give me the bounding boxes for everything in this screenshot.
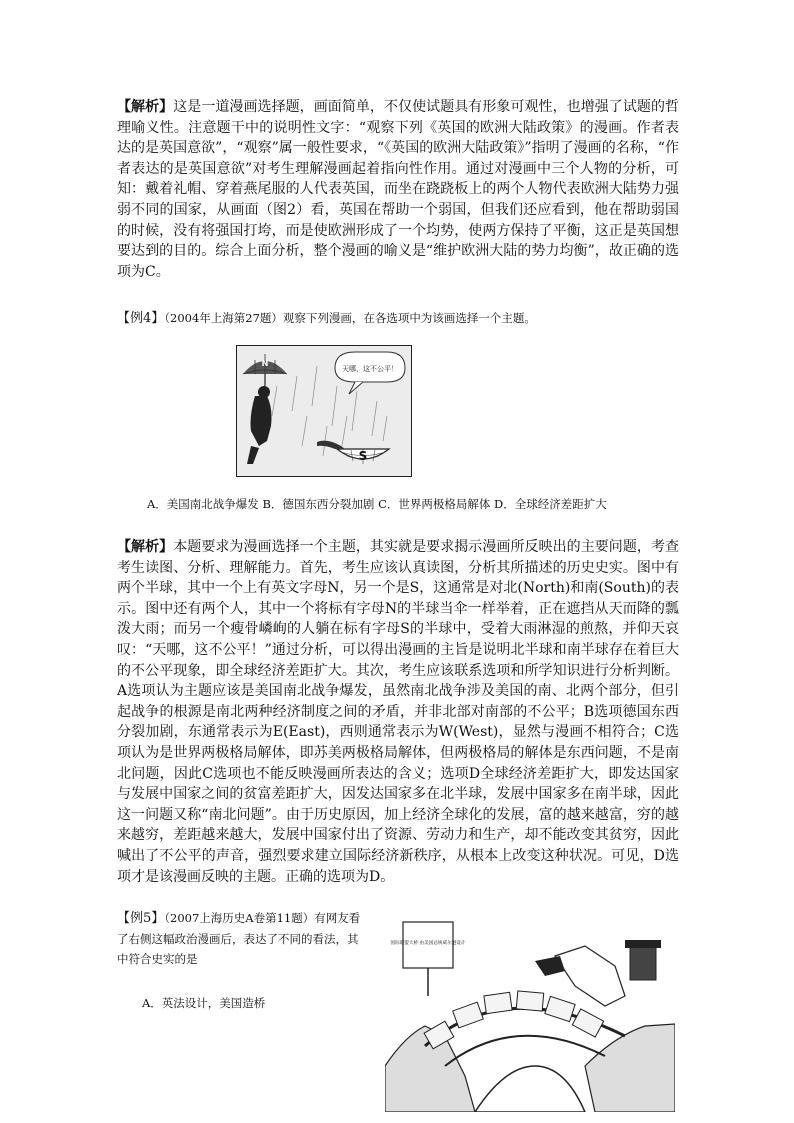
analysis-text: 这是一道漫画选择题，画面简单，不仅使试题具有形象可观性，也增强了试题的哲理喻义性。注意题干中的说明性文字：“观察下列《英国的欧洲大陆政策》的漫画。作者表达的是英国意欲”，“观察”属一般性要求，“《英国的欧洲大陆政策》”指明了漫画的名称，“作者表达的是英国意欲”对考生理解漫画起着指向性作用。通过对漫画中三个人物的分析，可知：戴着礼帽、穿着燕尾服的人代表英国，而坐在跷跷板上的两个人物代表欧洲大陆势力强弱不同的国家，从画面（图2）看，英国在帮助一个弱国，但我们还应看到，他在帮助弱国的时候，没有将强国打垮，而是使欧洲形成了一个均势，使两方保持了平衡，这正是英国想要达到的目的。综合上面分析，整个漫画的喻义是“维护欧洲大陆的势力均衡”，故正确的选项为C。: [117, 99, 680, 280]
south-letter: S: [358, 449, 368, 463]
cartoon-sign: 国际联盟大桥 由美国总统威尔逊设计: [390, 941, 466, 946]
analysis-text: 本题要求为漫画选择一个主题，其实就是要求揭示漫画所反映出的主要问题，考查考生读图、分析、理解能力。首先，考生应该认真读图，分析其所描述的历史史实。图中有两个半球，其中一个上有英文字母N，另一个是S，这通常是对北(North)和南(South)的表示。图中还有两个人，其中一个将标有字母N的半球当伞一样举着，正在遮挡从天而降的瓢泼大雨；而另一个瘦骨嶙峋的人躺在标有字母S的半球中，受着大雨淋湿的煎熬，并仰天哀叹：“天哪，这不公平！”通过分析，可以得出漫画的主旨是说明北半球和南半球存在着巨大的不公平现象，即全球经济差距扩大。其次，考生应该联系选项和所学知识进行分析判断。A选项认为主题应该是美国南北战争爆发，虽然南北战争涉及美国的南、北两个部分，但引起战争的根源是南北两种经济制度之间的矛盾，并非北部对南部的不公平；B选项德国东西分裂加剧，东通常表示为E(East)，西则通常表示为W(West)，显然与漫画不相符合；C选项认为是世界两极格局解体，即苏美两极格局解体，但两极格局的解体是东西问题，不是南北问题，因此C选项也不能反映漫画所表达的含义；选项D全球经济差距扩大，即发达国家与发展中国家之间的贫富差距扩大，因发达国家多在北半球，发展中国家多在南半球，因此这一问题又称“南北问题”。由于历史原因，加上经济全球化的发展，富的越来越富，穷的越来越穷，差距越来越大，发展中国家付出了资源、劳动力和生产，却不能改变其贫穷，因此喊出了不公平的声音，强烈要求建立国际经济新秩序，从根本上改变这种状况。可见，D选项才是该漫画反映的主题。正确的选项为D。: [117, 539, 680, 885]
example-5-question: [117, 908, 365, 969]
bridge-cartoon-drawing: [385, 916, 675, 1112]
north-letter: N: [261, 359, 269, 368]
cartoon-speech: 天哪，这不公平！: [342, 365, 398, 373]
example-label: 【例5】: [117, 911, 165, 926]
example-label: 【例4】: [117, 311, 165, 326]
cartoon-drawing: [237, 346, 411, 476]
analysis-paragraph-3: [117, 97, 679, 282]
north-south-cartoon: [236, 345, 412, 477]
analysis-paragraph-4: [117, 537, 679, 887]
example-4-options: A．美国南北战争爆发 B．德国东西分裂加剧 C．世界两极格局解体 D．全球经济差距扩大: [147, 497, 607, 511]
question-text: （2007上海历史A卷第11题）有网友看了右侧这幅政治漫画后，表达了不同的看法，其中符合史实的是: [117, 911, 361, 966]
analysis-label: 【解析】: [117, 99, 174, 115]
example-5-option-a: A．英法设计，美国造桥: [142, 996, 266, 1010]
question-text: （2004年上海第27题）观察下列漫画，在各选项中为该画选择一个主题。: [164, 311, 536, 325]
example-4-question: [117, 307, 536, 326]
analysis-label: 【解析】: [117, 539, 174, 555]
league-of-nations-cartoon: [385, 916, 675, 1112]
